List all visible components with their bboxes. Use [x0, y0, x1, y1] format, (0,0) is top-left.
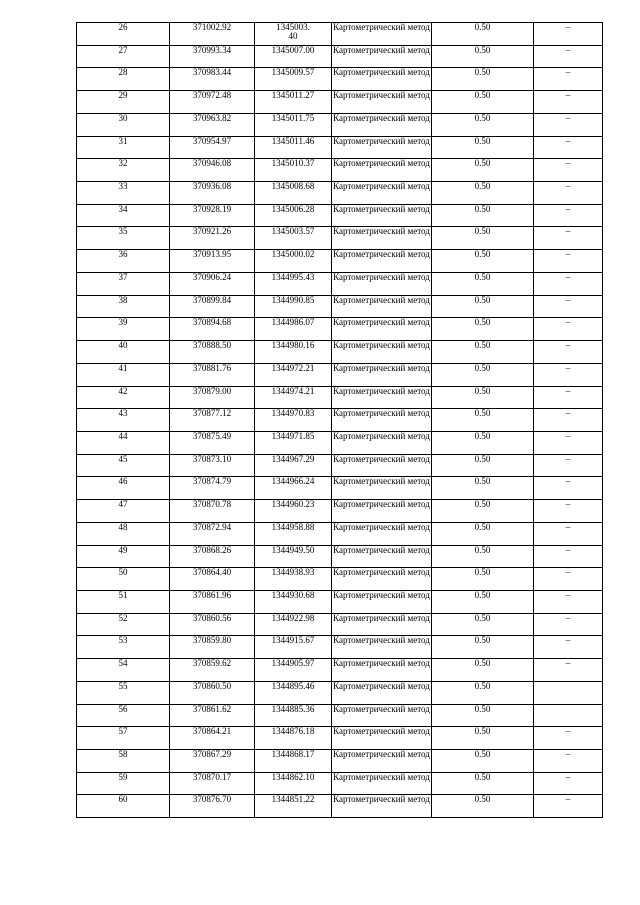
table-row — [77, 318, 603, 341]
table-row — [77, 409, 603, 432]
point-number-cell: 59 — [77, 772, 170, 795]
error-cell: 0.50 — [432, 795, 534, 818]
table-row — [77, 272, 603, 295]
y-coordinate-cell: 1344930.68 — [255, 590, 332, 613]
error-cell: 0.50 — [432, 568, 534, 591]
note-cell: – — [534, 295, 603, 318]
x-coordinate-cell: 370888.50 — [170, 341, 255, 364]
point-number-cell: 35 — [77, 227, 170, 250]
note-cell: – — [534, 159, 603, 182]
table-row — [77, 386, 603, 409]
x-coordinate-cell: 370983.44 — [170, 68, 255, 91]
coordinates-table — [76, 22, 603, 818]
point-number-cell: 39 — [77, 318, 170, 341]
x-coordinate-cell: 370874.79 — [170, 477, 255, 500]
point-number-cell: 33 — [77, 182, 170, 205]
error-cell: 0.50 — [432, 431, 534, 454]
x-coordinate-cell: 370870.17 — [170, 772, 255, 795]
x-coordinate-cell: 370877.12 — [170, 409, 255, 432]
y-coordinate-cell: 1345007.00 — [255, 45, 332, 68]
table-row — [77, 295, 603, 318]
note-cell: – — [534, 68, 603, 91]
y-coordinate-cell: 1345008.68 — [255, 182, 332, 205]
y-coordinate-cell: 1345003.57 — [255, 227, 332, 250]
error-cell: 0.50 — [432, 636, 534, 659]
x-coordinate-cell: 370993.34 — [170, 45, 255, 68]
point-number-cell: 58 — [77, 750, 170, 773]
table-row — [77, 68, 603, 91]
note-cell: – — [534, 409, 603, 432]
error-cell: 0.50 — [432, 522, 534, 545]
table-row — [77, 91, 603, 114]
point-number-cell: 32 — [77, 159, 170, 182]
method-cell: Картометрический метод — [332, 477, 432, 500]
x-coordinate-cell: 370963.82 — [170, 113, 255, 136]
point-number-cell: 30 — [77, 113, 170, 136]
y-coordinate-cell: 1344885.36 — [255, 704, 332, 727]
point-number-cell: 60 — [77, 795, 170, 818]
point-number-cell: 44 — [77, 431, 170, 454]
error-cell: 0.50 — [432, 91, 534, 114]
table-row — [77, 522, 603, 545]
table-row — [77, 363, 603, 386]
table-row — [77, 704, 603, 727]
y-coordinate-cell: 1344922.98 — [255, 613, 332, 636]
note-cell: – — [534, 795, 603, 818]
error-cell: 0.50 — [432, 704, 534, 727]
x-coordinate-cell: 370899.84 — [170, 295, 255, 318]
point-number-cell: 38 — [77, 295, 170, 318]
table-row — [77, 681, 603, 704]
y-coordinate-cell: 1344966.24 — [255, 477, 332, 500]
method-cell: Картометрический метод — [332, 23, 432, 46]
method-cell: Картометрический метод — [332, 295, 432, 318]
table-row — [77, 590, 603, 613]
y-coordinate-cell: 1345003. 40 — [255, 23, 332, 46]
y-coordinate-cell: 1344938.93 — [255, 568, 332, 591]
note-cell: – — [534, 590, 603, 613]
note-cell: – — [534, 477, 603, 500]
error-cell: 0.50 — [432, 750, 534, 773]
table-row — [77, 45, 603, 68]
table-row — [77, 204, 603, 227]
point-number-cell: 37 — [77, 272, 170, 295]
error-cell: 0.50 — [432, 590, 534, 613]
y-coordinate-cell: 1345000.02 — [255, 250, 332, 273]
error-cell: 0.50 — [432, 182, 534, 205]
y-coordinate-cell: 1344971.85 — [255, 431, 332, 454]
method-cell: Картометрический метод — [332, 68, 432, 91]
error-cell: 0.50 — [432, 454, 534, 477]
y-coordinate-cell: 1344851.22 — [255, 795, 332, 818]
x-coordinate-cell: 370860.50 — [170, 681, 255, 704]
x-coordinate-cell: 370864.21 — [170, 727, 255, 750]
note-cell: – — [534, 454, 603, 477]
table-row — [77, 182, 603, 205]
note-cell: – — [534, 23, 603, 46]
method-cell: Картометрический метод — [332, 568, 432, 591]
x-coordinate-cell: 370879.00 — [170, 386, 255, 409]
table-row — [77, 477, 603, 500]
table-row — [77, 159, 603, 182]
method-cell: Картометрический метод — [332, 545, 432, 568]
error-cell: 0.50 — [432, 227, 534, 250]
note-cell: – — [534, 613, 603, 636]
note-cell: – — [534, 522, 603, 545]
x-coordinate-cell: 370861.96 — [170, 590, 255, 613]
x-coordinate-cell: 370859.80 — [170, 636, 255, 659]
y-coordinate-cell: 1344980.16 — [255, 341, 332, 364]
method-cell: Картометрический метод — [332, 772, 432, 795]
table-row — [77, 136, 603, 159]
note-cell: – — [534, 341, 603, 364]
method-cell: Картометрический метод — [332, 590, 432, 613]
y-coordinate-cell: 1345011.75 — [255, 113, 332, 136]
x-coordinate-cell: 370860.56 — [170, 613, 255, 636]
method-cell: Картометрический метод — [332, 113, 432, 136]
x-coordinate-cell: 370872.94 — [170, 522, 255, 545]
method-cell: Картометрический метод — [332, 750, 432, 773]
x-coordinate-cell: 370906.24 — [170, 272, 255, 295]
point-number-cell: 54 — [77, 659, 170, 682]
error-cell: 0.50 — [432, 136, 534, 159]
x-coordinate-cell: 370928.19 — [170, 204, 255, 227]
note-cell: – — [534, 727, 603, 750]
method-cell: Картометрический метод — [332, 204, 432, 227]
point-number-cell: 45 — [77, 454, 170, 477]
note-cell: – — [534, 772, 603, 795]
error-cell: 0.50 — [432, 318, 534, 341]
error-cell: 0.50 — [432, 659, 534, 682]
point-number-cell: 42 — [77, 386, 170, 409]
error-cell: 0.50 — [432, 477, 534, 500]
method-cell: Картометрический метод — [332, 727, 432, 750]
method-cell: Картометрический метод — [332, 45, 432, 68]
method-cell: Картометрический метод — [332, 386, 432, 409]
note-cell: – — [534, 431, 603, 454]
y-coordinate-cell: 1344967.29 — [255, 454, 332, 477]
error-cell: 0.50 — [432, 363, 534, 386]
y-coordinate-cell: 1344958.88 — [255, 522, 332, 545]
x-coordinate-cell: 370894.68 — [170, 318, 255, 341]
table-row — [77, 772, 603, 795]
method-cell: Картометрический метод — [332, 363, 432, 386]
y-coordinate-cell: 1344876.18 — [255, 727, 332, 750]
x-coordinate-cell: 370867.29 — [170, 750, 255, 773]
point-number-cell: 48 — [77, 522, 170, 545]
point-number-cell: 29 — [77, 91, 170, 114]
point-number-cell: 36 — [77, 250, 170, 273]
y-coordinate-cell: 1345011.46 — [255, 136, 332, 159]
method-cell: Картометрический метод — [332, 227, 432, 250]
x-coordinate-cell: 370873.10 — [170, 454, 255, 477]
method-cell: Картометрический метод — [332, 91, 432, 114]
y-coordinate-cell: 1345009.57 — [255, 68, 332, 91]
note-cell: – — [534, 45, 603, 68]
method-cell: Картометрический метод — [332, 795, 432, 818]
x-coordinate-cell: 370954.97 — [170, 136, 255, 159]
point-number-cell: 27 — [77, 45, 170, 68]
note-cell: – — [534, 568, 603, 591]
note-cell: – — [534, 545, 603, 568]
x-coordinate-cell: 370870.78 — [170, 500, 255, 523]
table-row — [77, 227, 603, 250]
point-number-cell: 31 — [77, 136, 170, 159]
point-number-cell: 34 — [77, 204, 170, 227]
method-cell: Картометрический метод — [332, 341, 432, 364]
note-cell: – — [534, 318, 603, 341]
error-cell: 0.50 — [432, 159, 534, 182]
point-number-cell: 53 — [77, 636, 170, 659]
error-cell: 0.50 — [432, 204, 534, 227]
method-cell: Картометрический метод — [332, 659, 432, 682]
y-coordinate-cell: 1344995.43 — [255, 272, 332, 295]
note-cell: – — [534, 500, 603, 523]
note-cell: – — [534, 204, 603, 227]
x-coordinate-cell: 370859.62 — [170, 659, 255, 682]
error-cell: 0.50 — [432, 727, 534, 750]
table-row — [77, 636, 603, 659]
y-coordinate-cell: 1344990.85 — [255, 295, 332, 318]
table-row — [77, 341, 603, 364]
method-cell: Картометрический метод — [332, 454, 432, 477]
y-coordinate-cell: 1344868.17 — [255, 750, 332, 773]
point-number-cell: 49 — [77, 545, 170, 568]
point-number-cell: 28 — [77, 68, 170, 91]
error-cell: 0.50 — [432, 295, 534, 318]
method-cell: Картометрический метод — [332, 431, 432, 454]
point-number-cell: 46 — [77, 477, 170, 500]
error-cell: 0.50 — [432, 681, 534, 704]
method-cell: Картометрический метод — [332, 613, 432, 636]
method-cell: Картометрический метод — [332, 500, 432, 523]
note-cell: – — [534, 182, 603, 205]
note-cell — [534, 704, 603, 727]
note-cell: – — [534, 91, 603, 114]
note-cell: – — [534, 136, 603, 159]
note-cell: – — [534, 636, 603, 659]
note-cell: – — [534, 386, 603, 409]
x-coordinate-cell: 370875.49 — [170, 431, 255, 454]
method-cell: Картометрический метод — [332, 272, 432, 295]
method-cell: Картометрический метод — [332, 182, 432, 205]
note-cell: – — [534, 272, 603, 295]
x-coordinate-cell: 370868.26 — [170, 545, 255, 568]
table-row — [77, 431, 603, 454]
note-cell — [534, 681, 603, 704]
error-cell: 0.50 — [432, 68, 534, 91]
x-coordinate-cell: 370936.08 — [170, 182, 255, 205]
table-row — [77, 23, 603, 46]
table-row — [77, 750, 603, 773]
error-cell: 0.50 — [432, 272, 534, 295]
x-coordinate-cell: 370864.40 — [170, 568, 255, 591]
y-coordinate-cell: 1344949.50 — [255, 545, 332, 568]
table-row — [77, 113, 603, 136]
point-number-cell: 47 — [77, 500, 170, 523]
method-cell: Картометрический метод — [332, 681, 432, 704]
point-number-cell: 51 — [77, 590, 170, 613]
note-cell: – — [534, 750, 603, 773]
y-coordinate-cell: 1344862.10 — [255, 772, 332, 795]
error-cell: 0.50 — [432, 341, 534, 364]
point-number-cell: 57 — [77, 727, 170, 750]
table-row — [77, 250, 603, 273]
y-coordinate-cell: 1344960.23 — [255, 500, 332, 523]
point-number-cell: 41 — [77, 363, 170, 386]
error-cell: 0.50 — [432, 500, 534, 523]
method-cell: Картометрический метод — [332, 522, 432, 545]
error-cell: 0.50 — [432, 113, 534, 136]
error-cell: 0.50 — [432, 613, 534, 636]
method-cell: Картометрический метод — [332, 409, 432, 432]
x-coordinate-cell: 370921.26 — [170, 227, 255, 250]
table-row — [77, 795, 603, 818]
note-cell: – — [534, 227, 603, 250]
method-cell: Картометрический метод — [332, 250, 432, 273]
y-coordinate-cell: 1345010.37 — [255, 159, 332, 182]
table-row — [77, 454, 603, 477]
point-number-cell: 26 — [77, 23, 170, 46]
error-cell: 0.50 — [432, 772, 534, 795]
y-coordinate-cell: 1345006.28 — [255, 204, 332, 227]
table-row — [77, 568, 603, 591]
x-coordinate-cell: 370876.70 — [170, 795, 255, 818]
x-coordinate-cell: 370972.48 — [170, 91, 255, 114]
note-cell: – — [534, 250, 603, 273]
method-cell: Картометрический метод — [332, 318, 432, 341]
note-cell: – — [534, 659, 603, 682]
x-coordinate-cell: 371002.92 — [170, 23, 255, 46]
point-number-cell: 56 — [77, 704, 170, 727]
x-coordinate-cell: 370913.95 — [170, 250, 255, 273]
error-cell: 0.50 — [432, 386, 534, 409]
point-number-cell: 52 — [77, 613, 170, 636]
method-cell: Картометрический метод — [332, 636, 432, 659]
y-coordinate-cell: 1344905.97 — [255, 659, 332, 682]
method-cell: Картометрический метод — [332, 704, 432, 727]
method-cell: Картометрический метод — [332, 136, 432, 159]
y-coordinate-cell: 1344970.83 — [255, 409, 332, 432]
note-cell: – — [534, 363, 603, 386]
point-number-cell: 55 — [77, 681, 170, 704]
error-cell: 0.50 — [432, 545, 534, 568]
error-cell: 0.50 — [432, 23, 534, 46]
table-row — [77, 500, 603, 523]
table-row — [77, 727, 603, 750]
y-coordinate-cell: 1344986.07 — [255, 318, 332, 341]
y-coordinate-cell: 1345011.27 — [255, 91, 332, 114]
point-number-cell: 43 — [77, 409, 170, 432]
error-cell: 0.50 — [432, 409, 534, 432]
x-coordinate-cell: 370946.08 — [170, 159, 255, 182]
x-coordinate-cell: 370861.62 — [170, 704, 255, 727]
coordinates-table-body — [77, 23, 603, 818]
point-number-cell: 50 — [77, 568, 170, 591]
method-cell: Картометрический метод — [332, 159, 432, 182]
error-cell: 0.50 — [432, 45, 534, 68]
table-row — [77, 545, 603, 568]
table-row — [77, 659, 603, 682]
x-coordinate-cell: 370881.76 — [170, 363, 255, 386]
y-coordinate-cell: 1344915.67 — [255, 636, 332, 659]
error-cell: 0.50 — [432, 250, 534, 273]
y-coordinate-cell: 1344972.21 — [255, 363, 332, 386]
table-row — [77, 613, 603, 636]
y-coordinate-cell: 1344974.21 — [255, 386, 332, 409]
point-number-cell: 40 — [77, 341, 170, 364]
y-coordinate-cell: 1344895.46 — [255, 681, 332, 704]
note-cell: – — [534, 113, 603, 136]
